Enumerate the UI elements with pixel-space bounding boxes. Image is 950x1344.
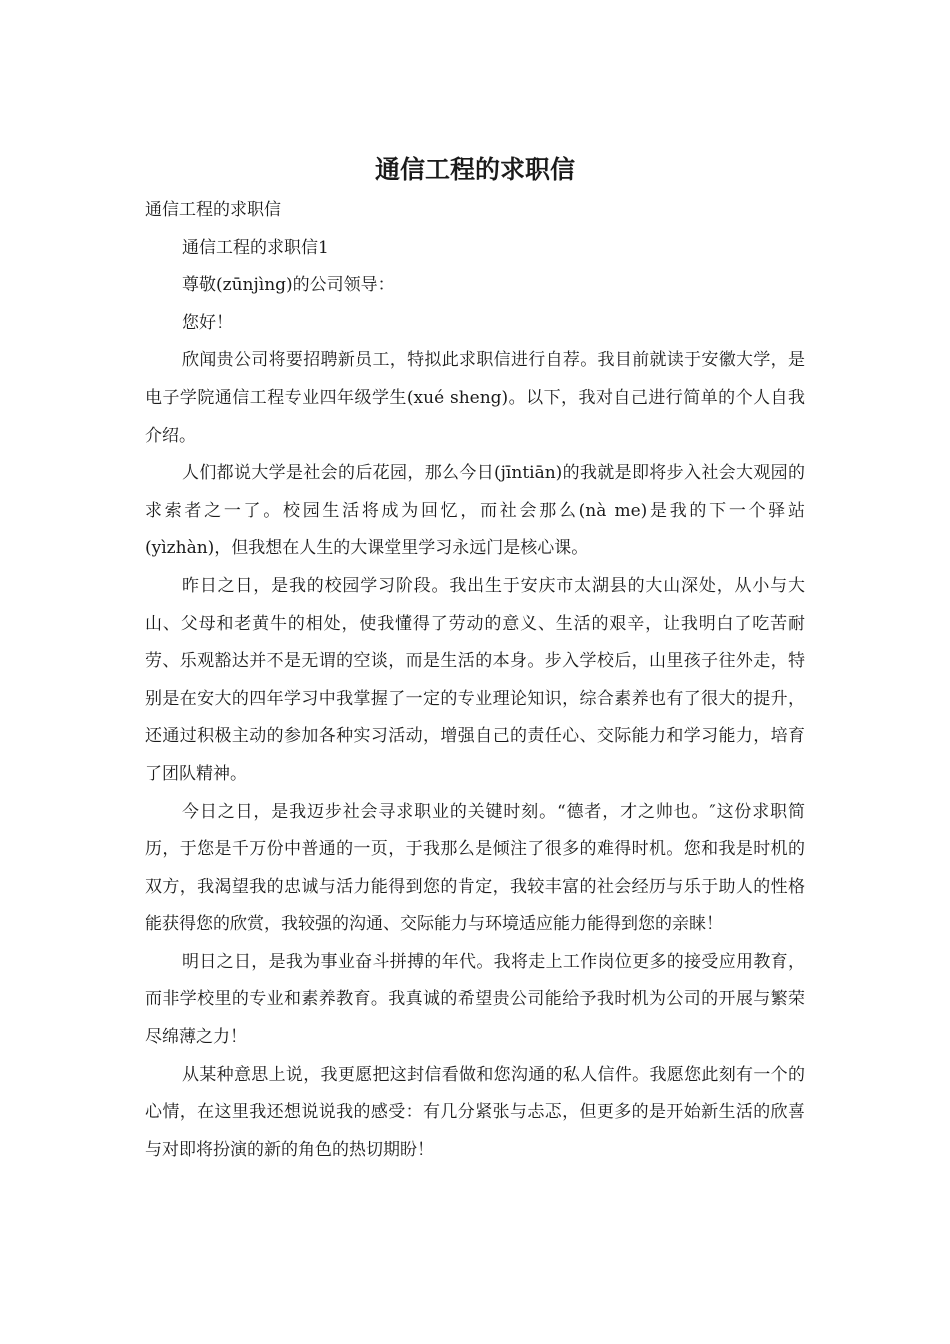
greeting: 您好！ xyxy=(182,312,233,333)
salutation: 尊敬(zūnjìng)的公司领导： xyxy=(182,275,395,296)
body-paragraph: 昨日之日，是我的校园学习阶段。我出生于安庆市太湖县的大山深处，从小与大山、父母和老黄牛的相处，使我懂得了劳动的意义、生活的艰辛，让我明白了吃苦耐劳、乐观豁达并不是无谓的空谈，而是生活的本身。步入学校后，山里孩子往外走，特别是在安大的四年学习中我掌握了一定的专业理论知识，综合素养也有了很大的提升，还通过积极主动的参加各种实习活动，增强自己的责任心、交际能力和学习能力，培育了团队精神。 xyxy=(145,575,805,784)
body-paragraph: 今日之日，是我迈步社会寻求职业的关键时刻。“德者，才之帅也。″这份求职简历，于您是千万份中普通的一页，于我那么是倾注了很多的难得时机。您和我是时机的双方，我渴望我的忠诚与活力能得到您的肯定，我较丰富的社会经历与乐于助人的性格能获得您的欣赏，我较强的沟通、交际能力与环境适应能力能得到您的亲睐！ xyxy=(145,801,805,935)
body-paragraph: 欣闻贵公司将要招聘新员工，特拟此求职信进行自荐。我目前就读于安徽大学，是电子学院通信工程专业四年级学生(xué sheng)。以下，我对自己进行简单的个人自我介绍。 xyxy=(145,350,805,446)
body-paragraph: 明日之日，是我为事业奋斗拼搏的年代。我将走上工作岗位更多的接受应用教育，而非学校里的专业和素养教育。我真诚的希望贵公司能给予我时机为公司的开展与繁荣尽绵薄之力！ xyxy=(145,951,805,1048)
document-title: 通信工程的求职信 xyxy=(374,155,575,184)
document-subtitle: 通信工程的求职信 xyxy=(145,200,281,220)
document-body xyxy=(145,192,805,1169)
body-paragraph: 从某种意思上说，我更愿把这封信看做和您沟通的私人信件。我愿您此刻有一个的心情，在这里我还想说说我的感受：有几分紧张与忐忑，但更多的是开始新生活的欣喜与对即将扮演的新的角色的热切期盼！ xyxy=(145,1064,805,1160)
letter-heading: 通信工程的求职信1 xyxy=(182,237,329,258)
body-paragraph: 人们都说大学是社会的后花园，那么今日(jīntiān)的我就是即将步入社会大观园的求索者之一了。校园生活将成为回忆，而社会那么(nà me)是我的下一个驿站(yìzhàn)，但我想在人生的大课堂里学习永远门是核心课。 xyxy=(145,463,805,559)
